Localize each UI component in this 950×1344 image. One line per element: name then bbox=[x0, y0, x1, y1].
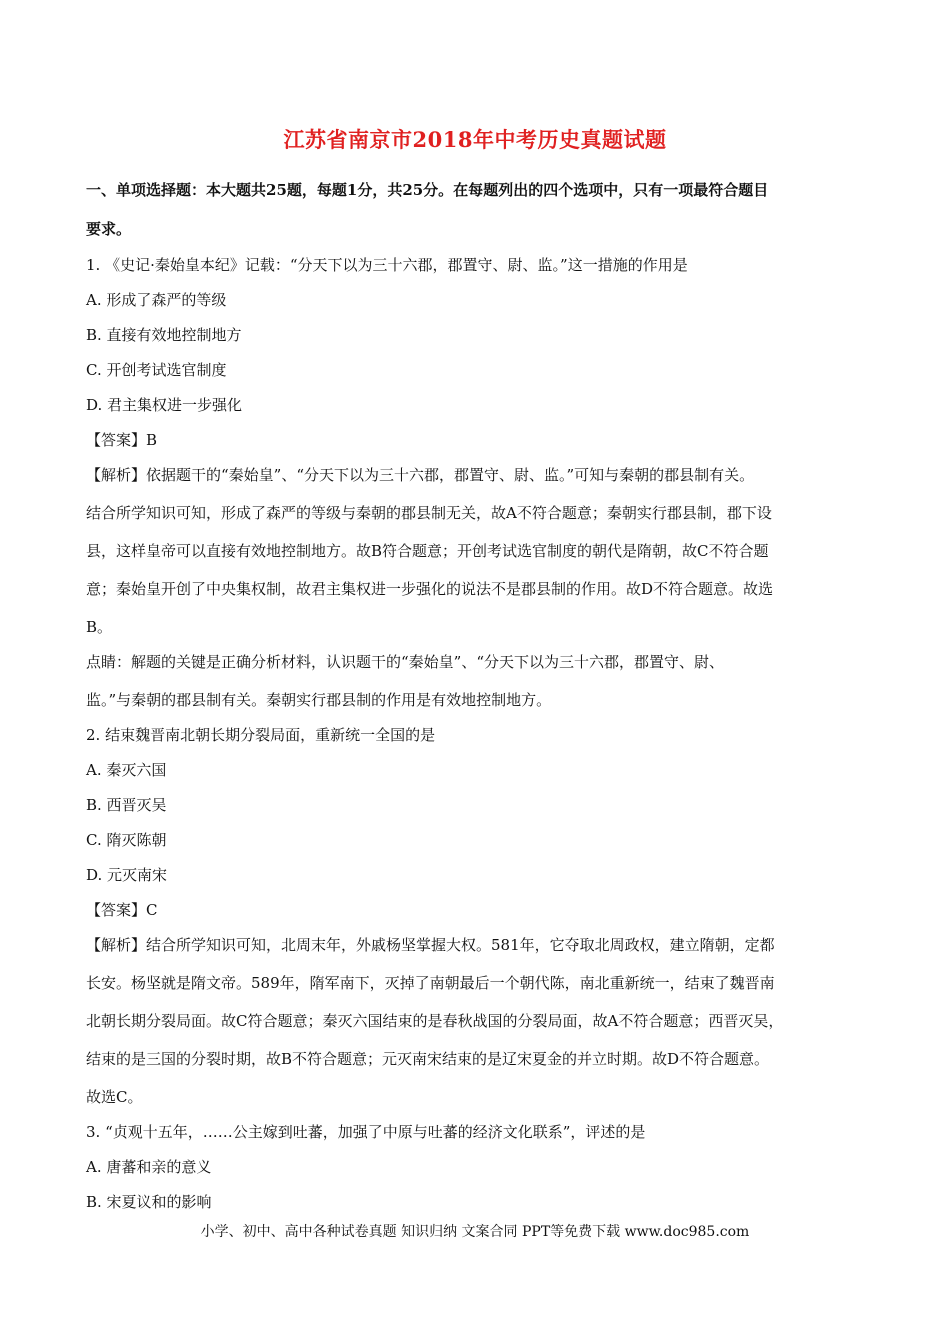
question-1-analysis-line: 县，这样皇帝可以直接有效地控制地方。故B符合题意；开创考试选官制度的朝代是隋朝，故C不符合题 bbox=[86, 542, 769, 560]
question-1-stem: 1. 《史记·秦始皇本纪》记载：“分天下以为三十六郡，郡置守、尉、监。”这一措施的作用是 bbox=[86, 256, 688, 274]
question-2-answer: 【答案】C bbox=[86, 901, 158, 919]
question-3-option-a: A. 唐蕃和亲的意义 bbox=[86, 1158, 212, 1176]
page-footer: 小学、初中、高中各种试卷真题 知识归纳 文案合同 PPT等免费下载 www.doc985.com bbox=[200, 1224, 750, 1240]
question-2-option-b: B. 西晋灭吴 bbox=[86, 796, 167, 814]
section-heading-line-2: 要求。 bbox=[86, 220, 132, 238]
question-3-option-b: B. 宋夏议和的影响 bbox=[86, 1193, 212, 1211]
question-2-analysis-line: 结束的是三国的分裂时期，故B不符合题意；元灭南宋结束的是辽宋夏金的并立时期。故D不符合题意。 bbox=[86, 1050, 770, 1068]
question-1-answer: 【答案】B bbox=[86, 431, 158, 449]
question-2-analysis-line: 长安。杨坚就是隋文帝。589年，隋军南下，灭掉了南朝最后一个朝代陈，南北重新统一，结束了魏晋南 bbox=[86, 974, 775, 992]
question-2-analysis-line: 北朝长期分裂局面。故C符合题意；秦灭六国结束的是春秋战国的分裂局面，故A不符合题意；西晋灭吴， bbox=[86, 1012, 784, 1030]
question-1-option-c: C. 开创考试选官制度 bbox=[86, 361, 227, 379]
question-1-option-a: A. 形成了森严的等级 bbox=[86, 291, 227, 309]
question-2-option-a: A. 秦灭六国 bbox=[86, 761, 167, 779]
question-2-analysis-line: 【解析】结合所学知识可知，北周末年，外戚杨坚掌握大权。581年，它夺取北周政权，建立隋朝，定都 bbox=[86, 936, 775, 954]
question-1-analysis-line: B。 bbox=[86, 618, 113, 636]
question-1-option-d: D. 君主集权进一步强化 bbox=[86, 396, 243, 414]
question-2-analysis-line: 故选C。 bbox=[86, 1088, 143, 1106]
question-1-analysis-line: 结合所学知识可知，形成了森严的等级与秦朝的郡县制无关，故A不符合题意；秦朝实行郡县制，郡下设 bbox=[86, 504, 772, 522]
question-2-stem: 2. 结束魏晋南北朝长期分裂局面，重新统一全国的是 bbox=[86, 726, 436, 744]
question-3-stem: 3. “贞观十五年，……公主嫁到吐蕃，加强了中原与吐蕃的经济文化联系”，评述的是 bbox=[86, 1123, 646, 1141]
page-title: 江苏省南京市2018年中考历史真题试题 bbox=[283, 127, 667, 152]
question-2-option-d: D. 元灭南宋 bbox=[86, 866, 168, 884]
question-2-option-c: C. 隋灭陈朝 bbox=[86, 831, 167, 849]
question-1-analysis-line: 意；秦始皇开创了中央集权制，故君主集权进一步强化的说法不是郡县制的作用。故D不符合题意。故选 bbox=[86, 580, 774, 598]
question-1-analysis-line: 【解析】依据题干的“秦始皇”、“分天下以为三十六郡，郡置守、尉、监。”可知与秦朝的郡县制有关。 bbox=[86, 466, 755, 484]
question-1-tip-line: 监。”与秦朝的郡县制有关。秦朝实行郡县制的作用是有效地控制地方。 bbox=[86, 691, 552, 709]
question-1-tip-line: 点睛：解题的关键是正确分析材料，认识题干的“秦始皇”、“分天下以为三十六郡，郡置守、尉、 bbox=[86, 653, 725, 671]
question-1-option-b: B. 直接有效地控制地方 bbox=[86, 326, 242, 344]
section-heading-line-1: 一、单项选择题：本大题共25题，每题1分，共25分。在每题列出的四个选项中，只有一项最符合题目 bbox=[86, 181, 769, 199]
